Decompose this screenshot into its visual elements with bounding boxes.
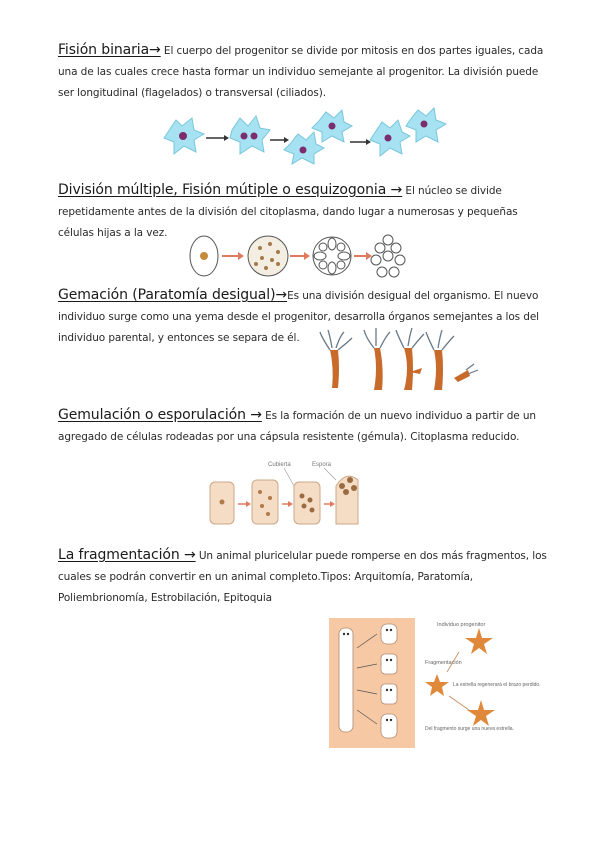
starfish-fragment: [425, 674, 449, 696]
binary-fission-figure: [160, 108, 460, 170]
amoeba-cell-2: [230, 116, 270, 154]
label-regenera: La estrella regenerará el brazo perdido.: [453, 682, 541, 688]
hydra-3: [404, 348, 413, 390]
multiple-fission-figure: [186, 232, 406, 280]
section-binary-fission: [58, 40, 548, 104]
cell-stage-2: [248, 236, 288, 276]
stage-4: [336, 476, 358, 524]
planarian-parent: [339, 628, 353, 732]
cell-stage-4: [371, 235, 405, 277]
starfish-parent: [465, 628, 493, 654]
section-text: El núcleo se divide repetidamente antes de la división del citoplasma, dando lugar a numerosas y pequeñas células hijas a la vez.: [58, 185, 518, 239]
label-espora: Espora: [312, 462, 332, 468]
section-heading: Fisión binaria→: [58, 42, 161, 58]
section-fragmentation: [58, 545, 548, 609]
fragmentation-figure: [329, 618, 541, 748]
section-paragraph: [58, 545, 548, 609]
starfish-regenerated: [467, 700, 495, 726]
hydra-4: [434, 350, 443, 390]
section-paragraph: [58, 405, 548, 448]
hydra-2: [374, 348, 383, 390]
label-cubierta: Cubierta: [268, 462, 291, 468]
stage-3: [294, 482, 320, 524]
hydra-1: [330, 350, 339, 388]
budding-hydra-figure: [318, 328, 488, 394]
hydra-bud-detached: [454, 370, 470, 382]
section-heading: La fragmentación →: [58, 547, 196, 563]
section-paragraph: [58, 40, 548, 104]
section-heading: División múltiple, Fisión mútiple o esquizogonia →: [58, 182, 403, 198]
label-fragmento: Del fragmento surge una nueva estrella.: [425, 726, 514, 732]
stage-2: [252, 480, 278, 524]
cell-stage-3: [313, 237, 351, 275]
section-gemmulation: [58, 405, 548, 448]
section-text: Un animal pluricelular puede romperse en dos más fragmentos, los cuales se podrán convertir en un animal completo.Tipos: Arquitomía, Paratomía, Poliembrionomía, Estrobilación, Epitoquia: [58, 550, 547, 604]
label-fragmentacion: Fragmentación: [425, 660, 462, 666]
section-heading: Gemación (Paratomía desigual)→: [58, 287, 288, 303]
section-text: Es la formación de un nuevo individuo a partir de un agregado de células rodeadas por una cápsula resistente (gémula). Citoplasma reducido.: [58, 410, 536, 443]
gemmulation-figure: [206, 456, 366, 528]
section-heading: Gemulación o esporulación →: [58, 407, 262, 423]
section-text: El cuerpo del progenitor se divide por mitosis en dos partes iguales, cada una de las cuales crece hasta formar un individuo semejante al progenitor. La división puede ser longitudinal (flagelados) o transversal (ciliados).: [58, 45, 544, 99]
label-progenitor: Individuo progenitor: [437, 622, 486, 628]
section-text: Es una división desigual del organismo. El nuevo individuo surge como una yema desde el progenitor, desarrolla órganos semejantes a los del individuo parental, y entonces se separa de él.: [58, 290, 540, 344]
